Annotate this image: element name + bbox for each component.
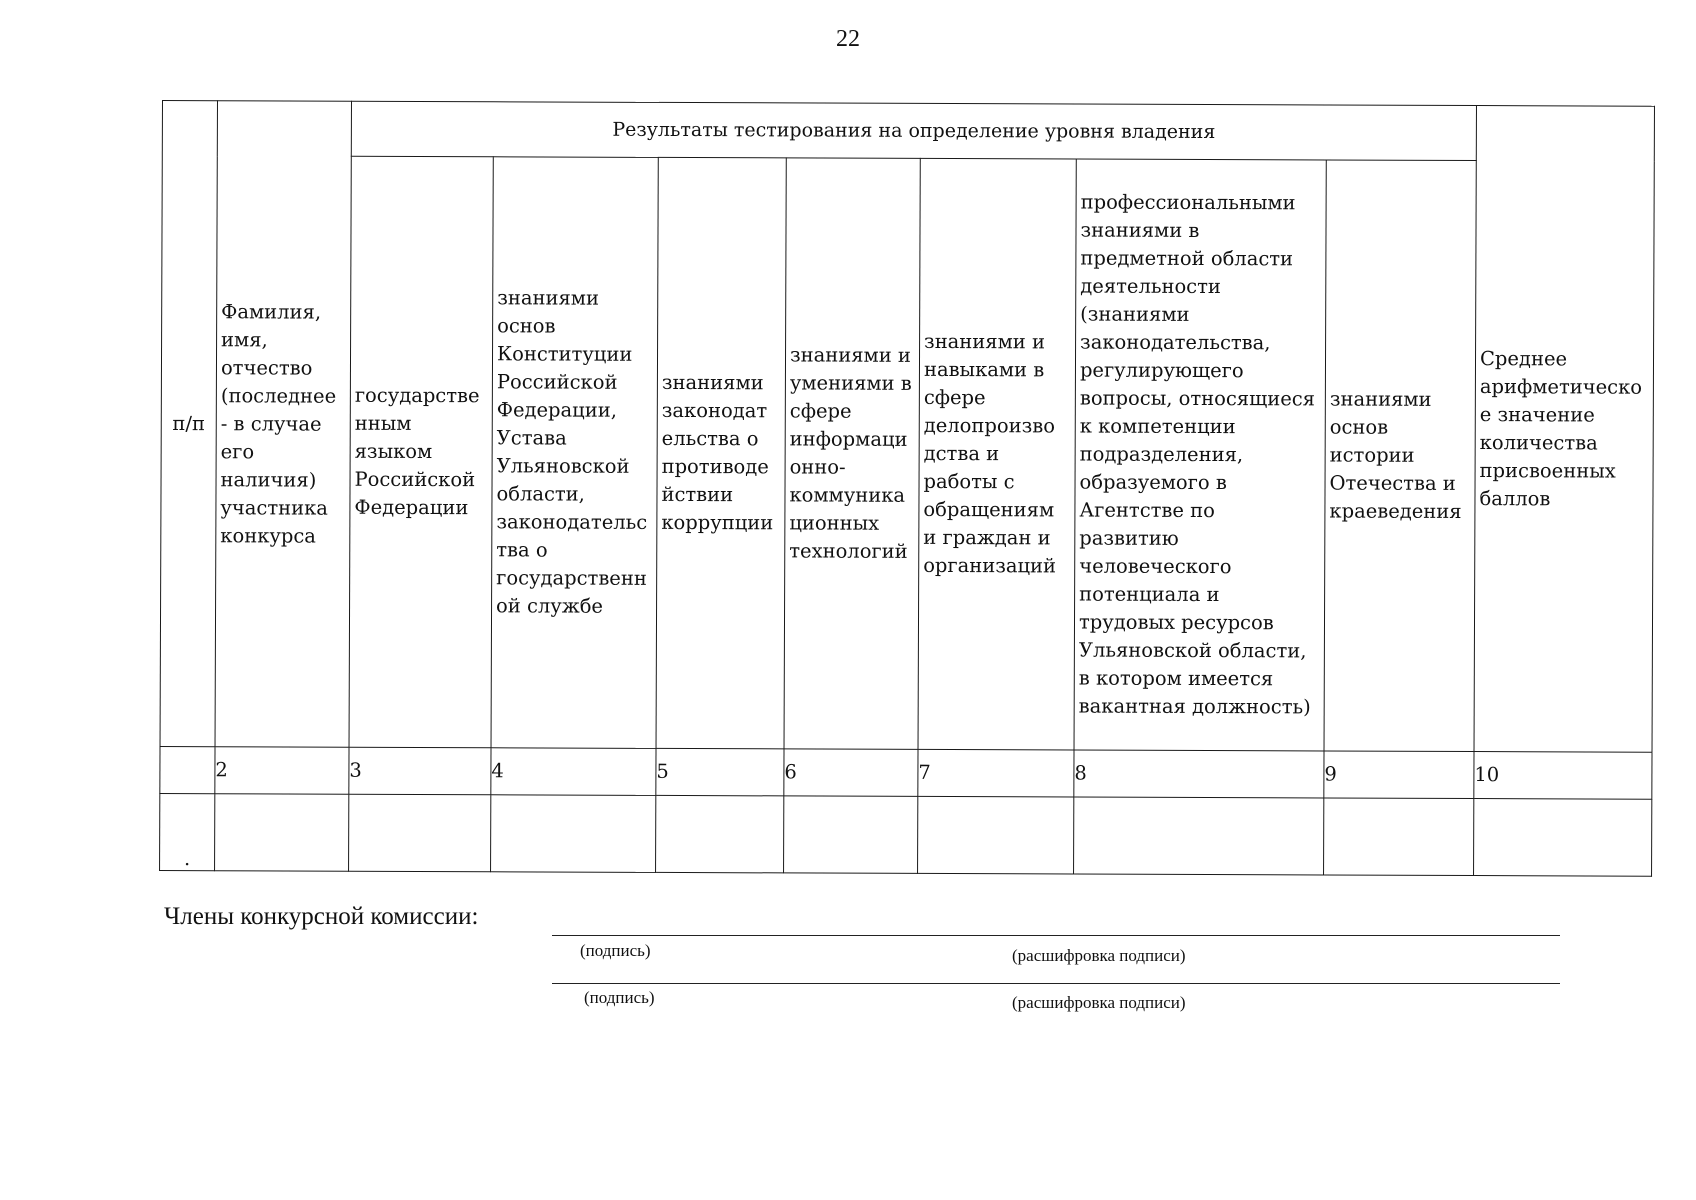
col-header-ict: знаниями и умениями в сфере информаци онно-коммуника ционных технологий bbox=[784, 158, 920, 750]
col-header-history: знаниями основ истории Отечества и краеведения bbox=[1324, 160, 1476, 752]
commission-label: Члены конкурсной комиссии: bbox=[164, 903, 479, 930]
signature-caption: (подпись) bbox=[584, 988, 655, 1007]
table-cell bbox=[656, 795, 784, 872]
col-number: 7 bbox=[918, 749, 1074, 797]
col-number: 10 bbox=[1474, 752, 1652, 800]
col-header-average: Среднее арифметическо е значение количества присвоенных баллов bbox=[1474, 106, 1654, 753]
header-row-2 bbox=[160, 156, 1654, 753]
table-cell bbox=[349, 794, 491, 872]
col-header-constitution: знаниями основ Конституции Российской Федерации, Устава Ульяновской области, законодательс тва о государственн ой службе bbox=[491, 157, 658, 749]
signature-line bbox=[552, 983, 1560, 984]
table-cell bbox=[1474, 799, 1652, 877]
col-header-pp: п/п bbox=[160, 101, 217, 747]
col-number: 4 bbox=[491, 748, 656, 796]
results-table-wrapper bbox=[159, 100, 1655, 877]
col-header-professional: профессиональными знаниями в предметной области деятельности (знаниями законодательства, регулирующего вопросы, относящиеся к компетенции подразделения, образуемого в Агентстве по развитию человеческого потенциала и трудовых ресурсов Ульяновской области, в котором имеется вакантная должность) bbox=[1074, 159, 1326, 751]
signature-decode-caption: (расшифровка подписи) bbox=[1012, 993, 1186, 1012]
group-header-results: Результаты тестирования на определение уровня владения bbox=[351, 101, 1476, 160]
table-cell bbox=[1074, 797, 1324, 875]
col-number: 6 bbox=[784, 749, 918, 797]
col-header-records: знаниями и навыками в сфере делопроизво дства и работы с обращениям и граждан и организаций bbox=[918, 158, 1076, 750]
col-header-name: Фамилия, имя, отчество (последнее - в случае его наличия) участника конкурса bbox=[215, 101, 351, 748]
table-cell bbox=[1324, 798, 1474, 876]
signature-line bbox=[552, 935, 1560, 936]
row-mark: . bbox=[160, 793, 215, 870]
signature-caption: (подпись) bbox=[580, 941, 651, 960]
table-cell bbox=[215, 794, 349, 872]
col-number: 3 bbox=[349, 747, 491, 795]
header-row-1 bbox=[162, 101, 1654, 162]
signature-decode-caption: (расшифровка подписи) bbox=[1012, 946, 1186, 965]
col-number bbox=[160, 746, 215, 793]
table-cell bbox=[491, 795, 656, 873]
table-cell bbox=[918, 796, 1074, 874]
table-row bbox=[160, 793, 1652, 876]
col-number: 9 bbox=[1324, 751, 1474, 799]
results-table bbox=[159, 100, 1655, 877]
col-header-state-language: государстве нным языком Российской Федерации bbox=[349, 156, 493, 748]
col-header-anticorruption: знаниями законодат ельства о противоде йствии коррупции bbox=[656, 157, 786, 748]
col-number: 8 bbox=[1074, 750, 1324, 798]
table-cell bbox=[784, 796, 918, 874]
column-numbers-row bbox=[160, 746, 1652, 799]
col-number: 5 bbox=[656, 748, 784, 795]
page-number: 22 bbox=[836, 26, 860, 52]
col-number: 2 bbox=[215, 747, 349, 795]
